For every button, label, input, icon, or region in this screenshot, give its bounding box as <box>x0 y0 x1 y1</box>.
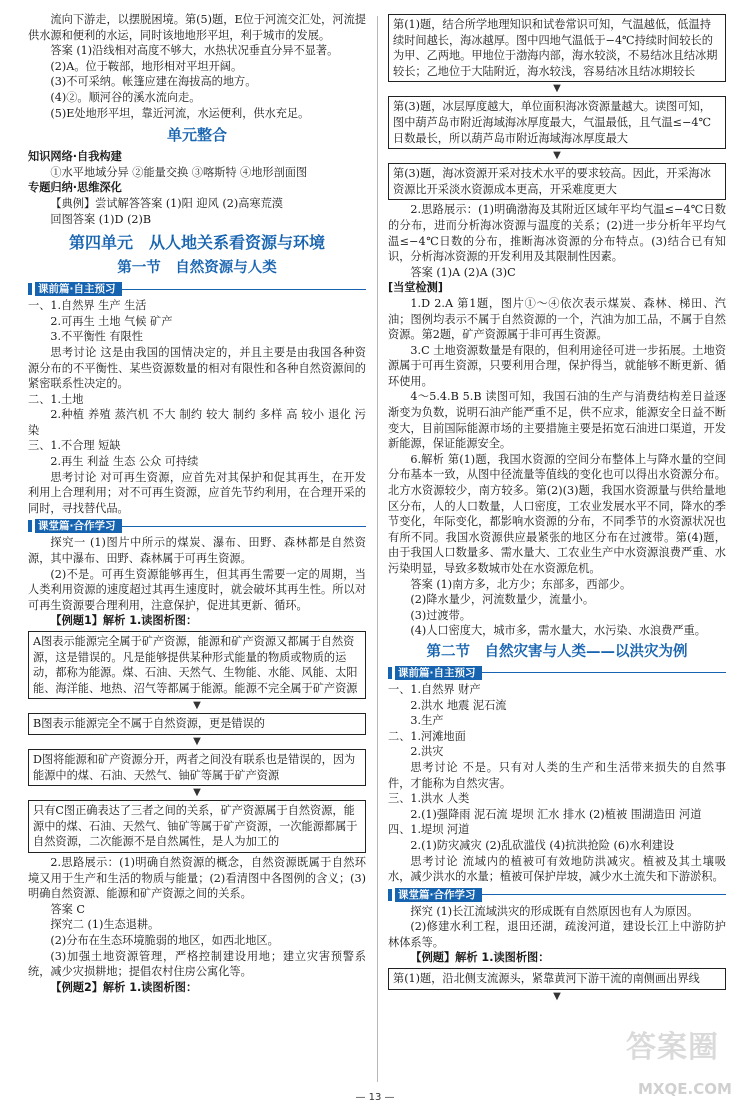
tag-label: 课堂篇·合作学习 <box>35 519 122 533</box>
preview-line: 二、1.土地 <box>28 392 84 406</box>
preview-line: 3.生产 <box>410 714 444 728</box>
tag-rule <box>122 526 367 527</box>
explore-two: (2)分布在生态环境脆弱的地区，如西北地区。 <box>50 933 279 947</box>
preview-line: 三、1.洪水 人类 <box>388 792 470 806</box>
section2-title: 第二节 自然灾害与人类——以洪灾为例 <box>426 643 688 660</box>
think-discuss: 思考讨论 不是。只有对人类的生产和生活带来损失的自然事件，才能称为自然灾害。 <box>388 760 726 790</box>
arrow-down-icon: ▼ <box>553 150 561 162</box>
think-discuss: 思考讨论 对可再生资源，应首先对其保护和促其再生，在开发利用上合理利用；对不可再生资源，应首先节约利用，在合理开采的同时，寻找替代品。 <box>28 470 366 515</box>
answer-line: (3)过渡带。 <box>410 608 471 622</box>
arrow-down-icon: ▼ <box>193 700 201 712</box>
example1-header: 【例题1】解析 1.读图析图： <box>50 614 198 628</box>
think-discuss: 思考讨论 流域内的植被可有效地防洪减灾。植被及其土壤吸水，减少洪水的水量；植被可保护岸坡，减少水土流失和下游淤积。 <box>388 854 726 884</box>
preview-line: 2.(1)强降雨 泥石流 堤坝 汇水 排水 (2)植被 围湖造田 河道 <box>410 807 702 821</box>
section1-title: 第一节 自然资源与人类 <box>117 260 277 277</box>
intro-paragraph: 流向下游走，以摆脱困境。第(5)题，E位于河流交汇处，河流提供水源和便利的水运，同时该地地形平坦，利于城市的发展。 <box>28 13 366 42</box>
answer-line: 答案 (1)A (2)A (3)C <box>410 265 516 279</box>
explore-one: (2)不是。可再生资源能够再生，但其再生需要一定的周期，当人类利用资源的速度超过其再生速度时，就会破坏其再生性。所以对可再生资源要合理利用，注意保护，促进其更新、循环。 <box>28 567 366 612</box>
answer-line: 答案 C <box>50 902 85 916</box>
preview-line: 2.再生 利益 生态 公众 可持续 <box>50 455 199 469</box>
arrow-down-icon: ▼ <box>193 735 201 747</box>
thinking-display: 2.思路展示：(1)明确自然资源的概念，自然资源既属于自然环境又用于生产和生活的物质与能量；(2)看清图中各图例的含义；(3)明确自然资源、能源和矿产资源之间的关系。 <box>28 855 366 901</box>
tag-bar <box>388 667 392 679</box>
arrow-down-icon: ▼ <box>193 787 201 799</box>
tag-bar <box>28 283 32 295</box>
answer-line: (2)降水量少，河流数量少，流量小。 <box>410 593 595 607</box>
column-divider <box>377 16 378 1082</box>
knowledge-network-answers: ①水平地域分异 ②能量交换 ③喀斯特 ④地形剖面图 <box>50 165 308 179</box>
preview-line: 2.可再生 土地 气候 矿产 <box>50 314 173 328</box>
preview-line: 2.种植 养殖 蒸汽机 不大 制约 较大 制约 多样 高 较小 退化 污染 <box>28 408 366 437</box>
tag-bar <box>388 889 392 901</box>
analysis-box-q3: 第(3)题，海冰资源开采对技术水平的要求较高。因此，开采海冰资源比开采淡水资源成本更高，开采难度更大 <box>388 163 726 200</box>
answer-line: (2)A。位于鞍部，地形相对平坦开阔。 <box>50 59 243 73</box>
page-number: — 13 — <box>355 1092 395 1103</box>
class-tag <box>388 888 726 902</box>
example-answer: 【典例】尝试解答答案 (1)阳 迎风 (2)高寒荒漠 <box>50 196 283 210</box>
analysis-box-q2: 第(3)题，冰层厚度越大，单位面积海冰资源量越大。读图可知，图中葫芦岛市附近海域海冰厚度最大，气温最低，且气温≤−4℃日数最长，所以葫芦岛市附近海域海冰厚度最大 <box>388 96 726 149</box>
explore: 探究 (1)长江流域洪灾的形成既有自然原因也有人为原因。 <box>410 904 699 918</box>
answer-line: 答案 (1)沿线相对高度不够大，水热状况垂直分异不显著。 <box>50 44 339 58</box>
think-discuss: 思考讨论 这是由我国的国情决定的，并且主要是由我国各种资源分布的不平衡性、某些资源数量的相对有限性和各种自然资源间的紧密联系性决定的。 <box>28 345 366 391</box>
preview-line: 2.洪水 地震 泥石流 <box>410 698 507 712</box>
preview-line: 一、1.自然界 财产 <box>388 682 481 696</box>
right-column <box>388 12 726 1002</box>
class-tag <box>28 519 366 533</box>
answer-line: (4)②。顺河谷的溪水流向走。 <box>50 90 201 104</box>
knowledge-network-label: 知识网络·自我构建 <box>28 150 122 164</box>
check-item: 1.D 2.A 第1题，图片①～④依次表示煤炭、森林、梯田、汽油；图例均表示不属于自然资源的一个，汽油为加工品，不属于自然资源。第2题，矿产资源属于非可再生资源。 <box>388 296 726 342</box>
arrow-down-icon: ▼ <box>553 83 561 95</box>
in-class-check-tag: [当堂检测] <box>388 281 443 295</box>
explore-two: 探究二 (1)生态退耕。 <box>50 918 160 932</box>
example2-header: 【例题2】解析 1.读图析图： <box>50 980 198 994</box>
tag-label: 课前篇·自主预习 <box>395 666 482 680</box>
tag-label: 课堂篇·合作学习 <box>395 888 482 902</box>
preview-tag <box>388 666 726 680</box>
analysis-box-q1: 第(1)题，结合所学地理知识和试卷常识可知，气温越低，低温持续时间越长，海冰越厚。图中四地气温低于−4℃持续时间较长的为甲、乙两地。甲地位于渤海内部，海水较淡，不易结冰且结冰期较长；乙地位于大陆附近，海水较浅，容易结冰且结冰期较长 <box>388 14 726 82</box>
analysis-box-b: B图表示能源完全不属于自然资源，更是错误的 <box>28 713 366 735</box>
preview-line: 2.洪灾 <box>410 745 444 759</box>
analysis-box-a: A图表示能源完全属于矿产资源，能源和矿产资源又都属于自然资源，这是错误的。凡是能够提供某种形式能量的物质或物质的运动，都称为能源。煤、石油、天然气、生物能、水能、风能、太阳能、海洋能、地热、沼气等都属于能源。能源不完全属于矿产资源 <box>28 631 366 699</box>
preview-line: 二、1.河滩地面 <box>388 729 466 743</box>
tag-rule <box>482 894 727 895</box>
figure-answer: 回图答案 (1)D (2)B <box>50 212 152 226</box>
tag-rule <box>482 672 727 673</box>
preview-line: 四、1.堤坝 河道 <box>388 823 470 837</box>
topic-summary-label: 专题归纳·思维深化 <box>28 181 122 195</box>
preview-line: 一、1.自然界 生产 生活 <box>28 299 147 313</box>
explore-two: (3)加强土地资源管理，严格控制建设用地；建立灾害预警系统，减少灾损耕地；提倡农村住房公寓化等。 <box>28 949 366 979</box>
analysis-box-boundary: 第(1)题，沿北侧支流源头，紧靠黄河下游干流的南侧画出界线 <box>388 968 726 990</box>
answer-line: 答案 (1)南方多，北方少；东部多，西部少。 <box>410 577 632 591</box>
thinking-display: 2.思路展示：(1)明确渤海及其附近区域年平均气温≤−4℃日数的分布，进而分析海冰资源与温度的关系；(2)进一步分析年平均气温≤−4℃日数的分布，推断海冰资源的分布特点。(3)结合已有知识，分析海冰资源的开发利用及其限制性因素。 <box>388 203 726 264</box>
example-header: 【例题】解析 1.读图析图： <box>410 951 550 965</box>
check-item: 3.C 土地资源数量是有限的，但利用途径可进一步拓展。土地资源属于可再生资源，只要利用合理，保护得当，就能够不断更新、循环使用。 <box>388 343 726 388</box>
explore: (2)修建水利工程，退田还湖，疏浚河道，建设长江上中游防护林体系等。 <box>388 920 726 949</box>
answer-line: (5)E处地形平坦，靠近河流，水运便利，供水充足。 <box>50 106 310 120</box>
preview-line: 三、1.不合理 短缺 <box>28 439 121 453</box>
preview-line: 3.不平衡性 有限性 <box>50 330 143 344</box>
analysis-box-c: 只有C图正确表达了三者之间的关系，矿产资源属于自然资源，能源中的煤、石油、天然气、铀矿等属于矿产资源，一次能源都属于自然资源，二次能源不是自然属性，是人为加工的 <box>28 800 366 853</box>
answer-line: (3)不可采纳。帐篷应建在海拔高的地方。 <box>50 75 257 89</box>
answer-line: (4)人口密度大，城市多，需水量大，水污染、水浪费严重。 <box>410 624 706 638</box>
left-column <box>28 12 366 995</box>
tag-rule <box>122 289 367 290</box>
unit-summary-title: 单元整合 <box>166 126 227 145</box>
preview-tag <box>28 282 366 296</box>
watermark-url: MXQE.COM <box>638 1080 732 1098</box>
check-item: 6.解析 第(1)题，我国水资源的空间分布整体上与降水量的空间分布基本一致，从图中径流量等值线的变化也可以得出水资源分布。北方水资源较少，南方较多。第(2)(3)题，我国水资源量与供给量地区分布，人的人口数量，人口密度，工农业发展水平不同，降水的季节变化，年际变化，都影响水资源的分布，不同季节的水资源状况也有所不同。我国水资源供应最紧张的地区分布在过渡带。第(4)题，由于我国人口数量多、需水量大、工农业生产中水资源浪费严重、水污染明显，导致多数城市处在水资源危机。 <box>388 452 726 575</box>
arrow-down-icon: ▼ <box>553 990 561 1002</box>
watermark-text: 答案圈 <box>626 1030 719 1065</box>
tag-bar <box>28 520 32 532</box>
page <box>28 12 724 1092</box>
watermark-logo <box>618 1030 738 1104</box>
tag-label: 课前篇·自主预习 <box>35 282 122 296</box>
analysis-box-d: D图将能源和矿产资源分开，两者之间没有联系也是错误的，因为能源中的煤、石油、天然气、铀矿等属于矿产资源 <box>28 749 366 786</box>
preview-line: 2.(1)防灾减灾 (2)乱砍滥伐 (4)抗洪抢险 (6)水利建设 <box>410 838 675 852</box>
unit4-title: 第四单元 从人地关系看资源与环境 <box>68 233 325 253</box>
explore-one: 探究一 (1)图片中所示的煤炭、瀑布、田野、森林都是自然资源，其中瀑布、田野、森林属于可再生资源。 <box>28 536 366 566</box>
check-item: 4～5.4.B 5.B 读图可知，我国石油的生产与消费结构差日益逐渐变为负数，说明石油产能严重不足，供不应求，能源安全日益不断变大，目前国际能源市场的主要措施主要是拓宽石油进口渠道，开发新能源，保证能源安全。 <box>388 390 726 451</box>
